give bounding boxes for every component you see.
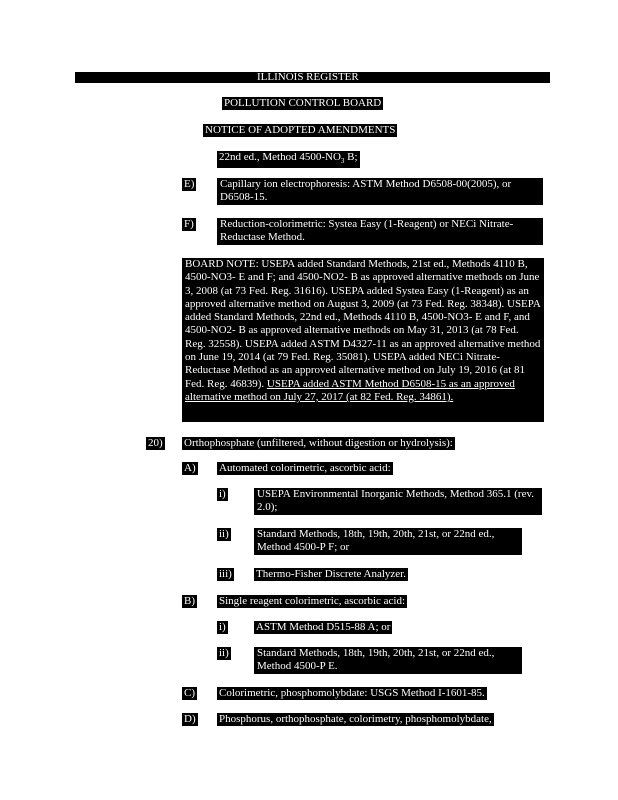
item-c-label: C) bbox=[184, 687, 195, 699]
notice-title: NOTICE OF ADOPTED AMENDMENTS bbox=[205, 124, 396, 136]
edition-suffix: B; bbox=[344, 151, 358, 163]
edition-line bbox=[217, 151, 360, 168]
board-note bbox=[182, 258, 544, 422]
item-a-i-text: USEPA Environmental Inorganic Methods, Method 365.1 (rev. 2.0); bbox=[254, 488, 542, 515]
item-d-label: D) bbox=[184, 713, 196, 725]
item-b-i-text: ASTM Method D515-88 A; or bbox=[256, 621, 391, 633]
item-a-ii-label: ii) bbox=[219, 528, 229, 540]
item-a-iii-label: iii) bbox=[219, 568, 232, 580]
board-title: POLLUTION CONTROL BOARD bbox=[224, 97, 382, 109]
item-a-ii-text: Standard Methods, 18th, 19th, 20th, 21st, or 22nd ed., Method 4500-P F; or bbox=[254, 528, 522, 555]
item-a-text: Automated colorimetric, ascorbic acid: bbox=[219, 462, 391, 474]
board-note-text: BOARD NOTE: USEPA added Standard Methods, 21st ed., Methods 4110 B, 4500-NO3- E and F; and 4500-NO2- B as approved alternative methods on June 3, 2008 (at 73 Fed. Reg. 31616). USEPA added Systea Easy (1-Reagent) as an approved alternative method on August 3, 2009 (at 73 Fed. Reg. 38348). USEPA added Standard Methods, 22nd ed., Methods 4110 B, 4500-NO3- E and F, and 4500-NO2- B as approved alternative methods on May 31, 2013 (at 78 Fed. Reg. 32558). USEPA added ASTM D4327-11 as an approved alternative method on June 19, 2014 (at 79 Fed. Reg. 35081). USEPA added NECi Nitrate-Reductase Method as an approved alternative method on July 19, 2016 (at 81 Fed. Reg. 46839). bbox=[185, 258, 541, 390]
edition-text: 22nd ed., Method 4500-NO bbox=[219, 151, 341, 163]
item-b-i-label: i) bbox=[219, 621, 226, 633]
edition-subscript: 3 bbox=[340, 157, 345, 166]
register-title: ILLINOIS REGISTER bbox=[257, 71, 359, 83]
item-b-text: Single reagent colorimetric, ascorbic acid: bbox=[219, 595, 406, 607]
item-a-iii-text: Thermo-Fisher Discrete Analyzer. bbox=[256, 568, 406, 580]
item-20-label: 20) bbox=[148, 437, 163, 449]
item-b-ii-text: Standard Methods, 18th, 19th, 20th, 21st, or 22nd ed., Method 4500-P E. bbox=[254, 647, 522, 674]
item-f-text: Reduction-colorimetric: Systea Easy (1-Reagent) or NECi Nitrate-Reductase Method. bbox=[217, 218, 543, 245]
item-20-text: Orthophosphate (unfiltered, without digestion or hydrolysis): bbox=[184, 437, 453, 449]
item-b-ii-label: ii) bbox=[219, 647, 229, 659]
item-d-text: Phosphorus, orthophosphate, colorimetry, phosphomolybdate, bbox=[219, 713, 492, 725]
board-note-underlined: USEPA added ASTM Method D6508-15 as an approved alternative method on July 27, 2017 (at 82 Fed. Reg. 34861). bbox=[185, 377, 515, 403]
item-a-i-label: i) bbox=[219, 488, 226, 500]
item-f-label: F) bbox=[184, 218, 194, 230]
item-e-text: Capillary ion electrophoresis: ASTM Method D6508-00(2005), or D6508-15. bbox=[217, 178, 543, 205]
item-c-text: Colorimetric, phosphomolybdate: USGS Method I-1601-85. bbox=[219, 687, 485, 699]
item-b-label: B) bbox=[184, 595, 195, 607]
item-a-label: A) bbox=[184, 462, 196, 474]
item-e-label: E) bbox=[184, 178, 195, 190]
